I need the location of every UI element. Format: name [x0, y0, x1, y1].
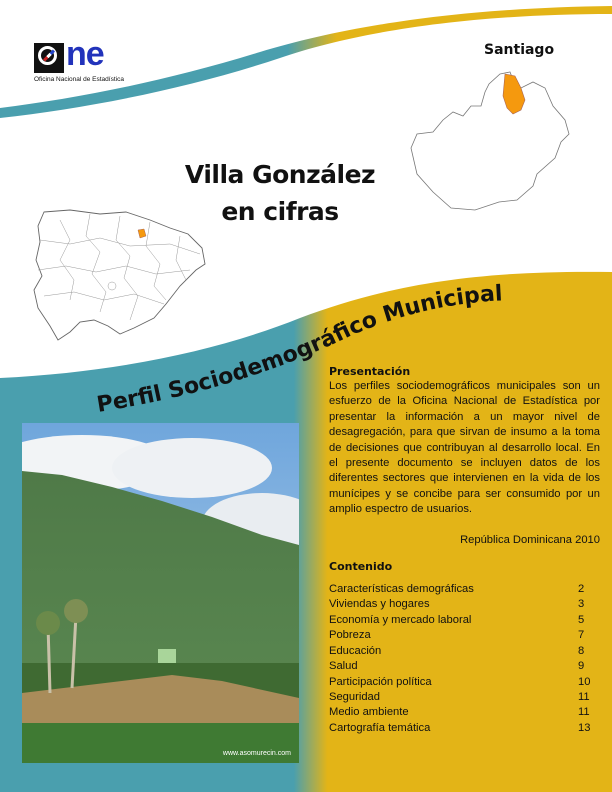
toc-item[interactable] [329, 690, 600, 705]
right-column [329, 365, 600, 736]
contents-heading: Contenido [329, 560, 393, 574]
banner-text: Perfil Sociodemográfico Municipal [95, 281, 504, 418]
toc-item[interactable] [329, 613, 600, 628]
toc-label: Pobreza [329, 629, 371, 642]
toc-item[interactable] [329, 628, 600, 643]
landscape-photo [22, 423, 299, 763]
toc-item[interactable] [329, 582, 600, 597]
title-line-1: Villa González [184, 160, 376, 189]
toc-page: 2 [578, 583, 585, 596]
toc-label: Economía y mercado laboral [329, 613, 472, 626]
photo-credit: www.asomurecin.com [222, 750, 291, 757]
toc-page: 11 [578, 706, 590, 719]
toc-item[interactable] [329, 659, 600, 674]
toc-label: Viviendas y hogares [329, 598, 430, 611]
presentation-body: Los perfiles sociodemográficos municipales son un esfuerzo de la Oficina Nacional de Estadística por presentar la información a un mayor nivel de desagregación, para que sirvan de insumo a la toma de decisiones que contribuyan al desarrollo local. En el presente documento se incluyen datos de los diferentes sectores que intervienen en la vida de los munícipes y se concibe para ser consumido por un amplio espectro de usuarios. [329, 380, 600, 516]
toc-item[interactable] [329, 675, 600, 690]
cover-photo [22, 423, 299, 763]
toc-label: Medio ambiente [329, 706, 409, 719]
presentation-heading: Presentación [329, 365, 411, 378]
toc-label: Participación política [329, 675, 432, 688]
toc-page: 7 [578, 629, 585, 642]
province-label: Santiago [484, 42, 555, 58]
toc-page: 9 [578, 660, 585, 673]
toc-item[interactable] [329, 705, 600, 720]
toc-label: Salud [329, 660, 358, 673]
toc-label: Seguridad [329, 690, 381, 703]
toc-item[interactable] [329, 721, 600, 736]
toc-page: 13 [578, 721, 591, 734]
logo-subtitle: Oficina Nacional de Estadística [34, 76, 124, 83]
toc-page: 8 [578, 644, 585, 657]
toc-page: 3 [578, 598, 585, 611]
toc-page: 10 [578, 675, 591, 688]
title-line-2: en cifras [221, 197, 339, 226]
table-of-contents [329, 582, 600, 736]
toc-label: Características demográficas [329, 583, 474, 596]
toc-page: 11 [578, 690, 590, 703]
toc-page: 5 [578, 613, 585, 626]
toc-label: Educación [329, 644, 382, 657]
toc-item[interactable] [329, 597, 600, 612]
logo-wordmark: ne [66, 35, 104, 73]
toc-label: Cartografía temática [329, 721, 431, 734]
presentation-credit: República Dominicana 2010 [460, 533, 600, 546]
toc-item[interactable] [329, 644, 600, 659]
